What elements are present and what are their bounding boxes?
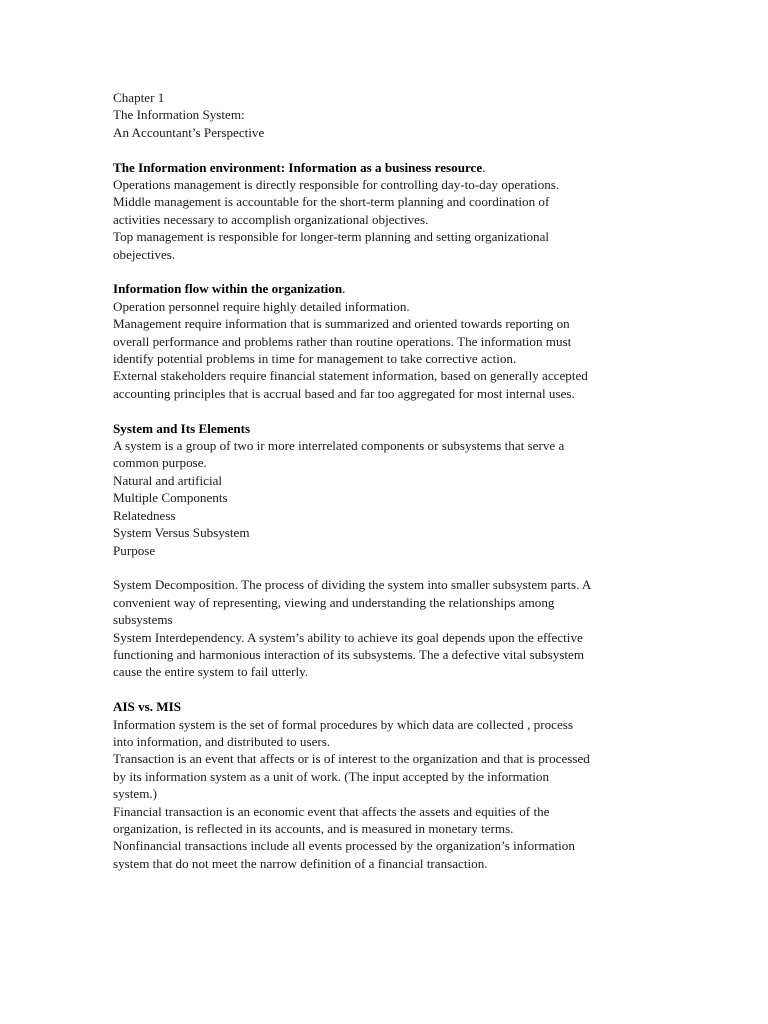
list-item: System Versus Subsystem	[113, 525, 250, 541]
paragraph-line: by its information system as a unit of work. (The input accepted by the information	[113, 768, 549, 784]
paragraph-line: Management require information that is summarized and oriented towards reporting on	[113, 316, 570, 332]
paragraph-line: overall performance and problems rather than routine operations. The information must	[113, 333, 572, 349]
document-subtitle: An Accountant’s Perspective	[113, 124, 265, 140]
section-ais-vs-mis	[113, 698, 653, 872]
heading-period: .	[482, 159, 486, 175]
paragraph-line: Nonfinancial transactions include all events processed by the organization’s information	[113, 838, 575, 854]
document-title: The Information System:	[113, 107, 245, 123]
list-item: Purpose	[113, 542, 156, 558]
section-flow	[113, 280, 653, 402]
paragraph-line: A system is a group of two ir more interrelated components or subsystems that serve a	[113, 438, 565, 454]
paragraph-line: system that do not meet the narrow definition of a financial transaction.	[113, 855, 488, 871]
paragraph-line: identify potential problems in time for management to take corrective action.	[113, 351, 517, 367]
paragraph-line: Transaction is an event that affects or is of interest to the organization and that is processed	[113, 751, 590, 767]
document-page	[113, 89, 653, 872]
spacer	[113, 559, 653, 576]
paragraph-line: Operations management is directly responsible for controlling day-to-day operations.	[113, 177, 560, 193]
paragraph-line: functioning and harmonious interaction of its subsystems. The a defective vital subsystem	[113, 646, 585, 662]
paragraph-line: system.)	[113, 786, 158, 802]
paragraph-line: common purpose.	[113, 455, 207, 471]
section-heading: AIS vs. MIS	[113, 699, 182, 715]
heading-period: .	[342, 281, 346, 297]
paragraph-line: cause the entire system to fail utterly.	[113, 664, 309, 680]
title-block	[113, 89, 653, 141]
list-item: Natural and artificial	[113, 472, 223, 488]
paragraph-line: obejectives.	[113, 246, 176, 262]
list-item: Multiple Components	[113, 490, 228, 506]
section-heading: System and Its Elements	[113, 420, 251, 436]
heading-text: The Information environment: Information as a business resource	[113, 159, 483, 175]
paragraph-line: subsystems	[113, 612, 173, 628]
list-item: Relatedness	[113, 507, 176, 523]
paragraph-line: Operation personnel require highly detailed information.	[113, 298, 410, 314]
paragraph-line: Information system is the set of formal procedures by which data are collected , process	[113, 716, 573, 732]
paragraph-line: accounting principles that is accrual based and far too aggregated for most internal uses.	[113, 385, 575, 401]
paragraph-line: System Interdependency. A system’s ability to achieve its goal depends upon the effective	[113, 629, 583, 645]
section-heading	[113, 159, 653, 176]
paragraph-line: Middle management is accountable for the short-term planning and coordination of	[113, 194, 550, 210]
paragraph-line: Financial transaction is an economic event that affects the assets and equities of the	[113, 803, 550, 819]
section-environment	[113, 159, 653, 263]
section-heading	[113, 280, 653, 297]
paragraph-line: into information, and distributed to users.	[113, 733, 331, 749]
heading-text: Information flow within the organization	[113, 281, 343, 297]
section-system	[113, 420, 653, 681]
paragraph-line: activities necessary to accomplish organizational objectives.	[113, 211, 429, 227]
paragraph-line: organization, is reflected in its accounts, and is measured in monetary terms.	[113, 820, 514, 836]
spacer	[113, 681, 653, 698]
spacer	[113, 263, 653, 280]
spacer	[113, 402, 653, 419]
paragraph-line: External stakeholders require financial statement information, based on generally accepted	[113, 368, 588, 384]
paragraph-line: convenient way of representing, viewing and understanding the relationships among	[113, 594, 555, 610]
chapter-label: Chapter 1	[113, 90, 165, 105]
paragraph-line: System Decomposition. The process of dividing the system into smaller subsystem parts. A	[113, 577, 592, 593]
paragraph-line: Top management is responsible for longer-term planning and setting organizational	[113, 229, 550, 245]
spacer	[113, 141, 653, 158]
